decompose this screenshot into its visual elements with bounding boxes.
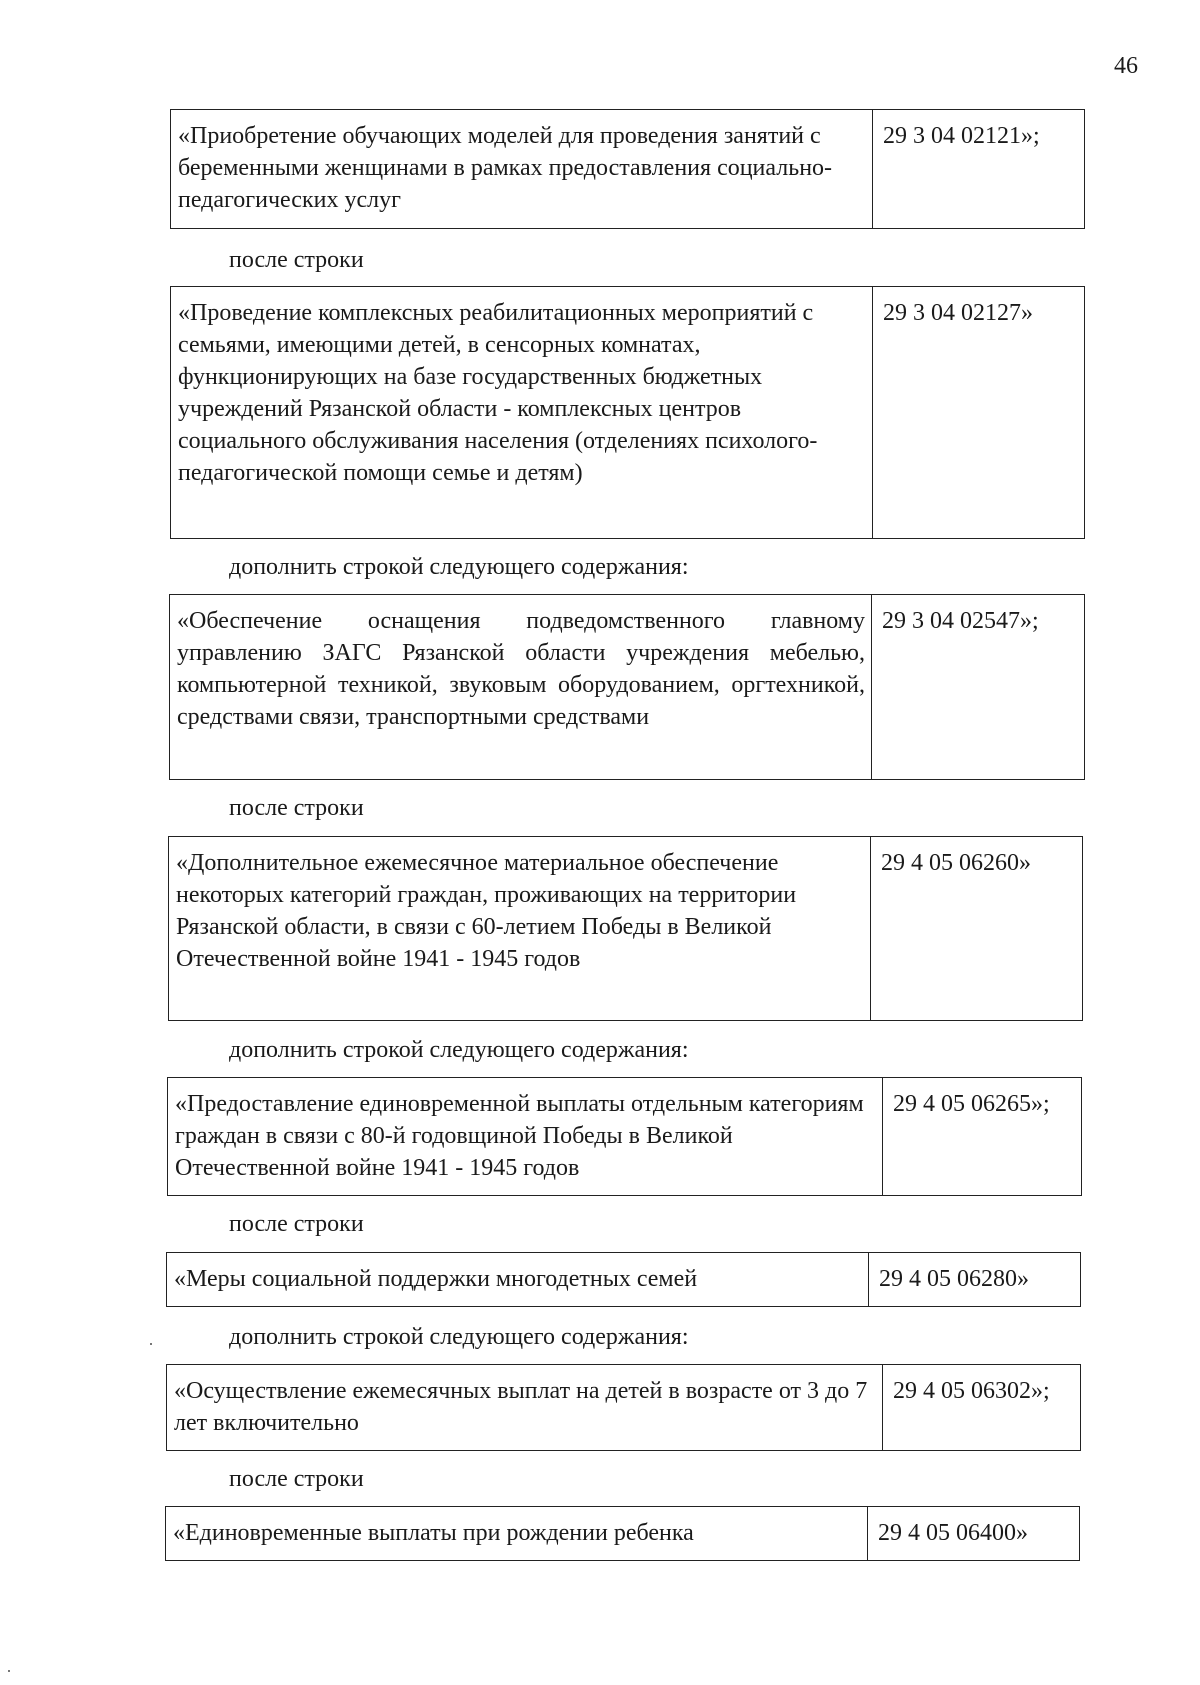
scan-speck <box>8 1670 10 1672</box>
row-code: 29 3 04 02547»; <box>882 608 1039 634</box>
table-row <box>167 1077 1082 1196</box>
row-description: «Обеспечение оснащения подведомственного главному управлению ЗАГС Рязанской области учреждения мебелью, компьютерной техникой, звуковым оборудованием, оргтехникой, средствами связи, транспортными средствами <box>170 595 872 779</box>
row-description: «Дополнительное ежемесячное материальное обеспечение некоторых категорий граждан, проживающих на территории Рязанской области, в связи с 60-летием Победы в Великой Отечественной войне 1941 - 1945 годов <box>169 837 871 1020</box>
row-code: 29 3 04 02127» <box>883 300 1033 326</box>
table-row <box>166 1252 1081 1307</box>
instruction-text: после строки <box>229 1211 364 1237</box>
instruction-text: дополнить строкой следующего содержания: <box>229 1324 689 1350</box>
row-description: «Единовременные выплаты при рождении ребенка <box>166 1507 868 1560</box>
table-row <box>170 286 1085 539</box>
table-row <box>166 1364 1081 1451</box>
page-number: 46 <box>1114 53 1138 79</box>
row-code: 29 4 05 06265»; <box>893 1091 1050 1117</box>
row-description: «Предоставление единовременной выплаты отдельным категориям граждан в связи с 80-й годовщиной Победы в Великой Отечественной войне 1941 - 1945 годов <box>168 1078 883 1195</box>
row-code: 29 4 05 06260» <box>881 850 1031 876</box>
row-code: 29 4 05 06280» <box>879 1266 1029 1292</box>
table-row <box>165 1506 1080 1561</box>
row-description: «Меры социальной поддержки многодетных семей <box>167 1253 869 1306</box>
instruction-text: дополнить строкой следующего содержания: <box>229 554 689 580</box>
instruction-text: после строки <box>229 795 364 821</box>
instruction-text: после строки <box>229 1466 364 1492</box>
row-description: «Приобретение обучающих моделей для проведения занятий с беременными женщинами в рамках предоставления социально-педагогических услуг <box>171 110 873 228</box>
row-code: 29 3 04 02121»; <box>883 123 1040 149</box>
instruction-text: дополнить строкой следующего содержания: <box>229 1037 689 1063</box>
scan-speck <box>150 1343 152 1345</box>
table-row <box>170 109 1085 229</box>
table-row <box>169 594 1085 780</box>
row-code: 29 4 05 06302»; <box>893 1378 1050 1404</box>
row-description: «Проведение комплексных реабилитационных мероприятий с семьями, имеющими детей, в сенсорных комнатах, функционирующих на базе государственных бюджетных учреждений Рязанской области - комплексных центров социального обслуживания населения (отделениях психолого-педагогической помощи семье и детям) <box>171 287 873 538</box>
row-description: «Осуществление ежемесячных выплат на детей в возрасте от 3 до 7 лет включительно <box>167 1365 883 1450</box>
instruction-text: после строки <box>229 247 364 273</box>
table-row <box>168 836 1083 1021</box>
row-code: 29 4 05 06400» <box>878 1520 1028 1546</box>
